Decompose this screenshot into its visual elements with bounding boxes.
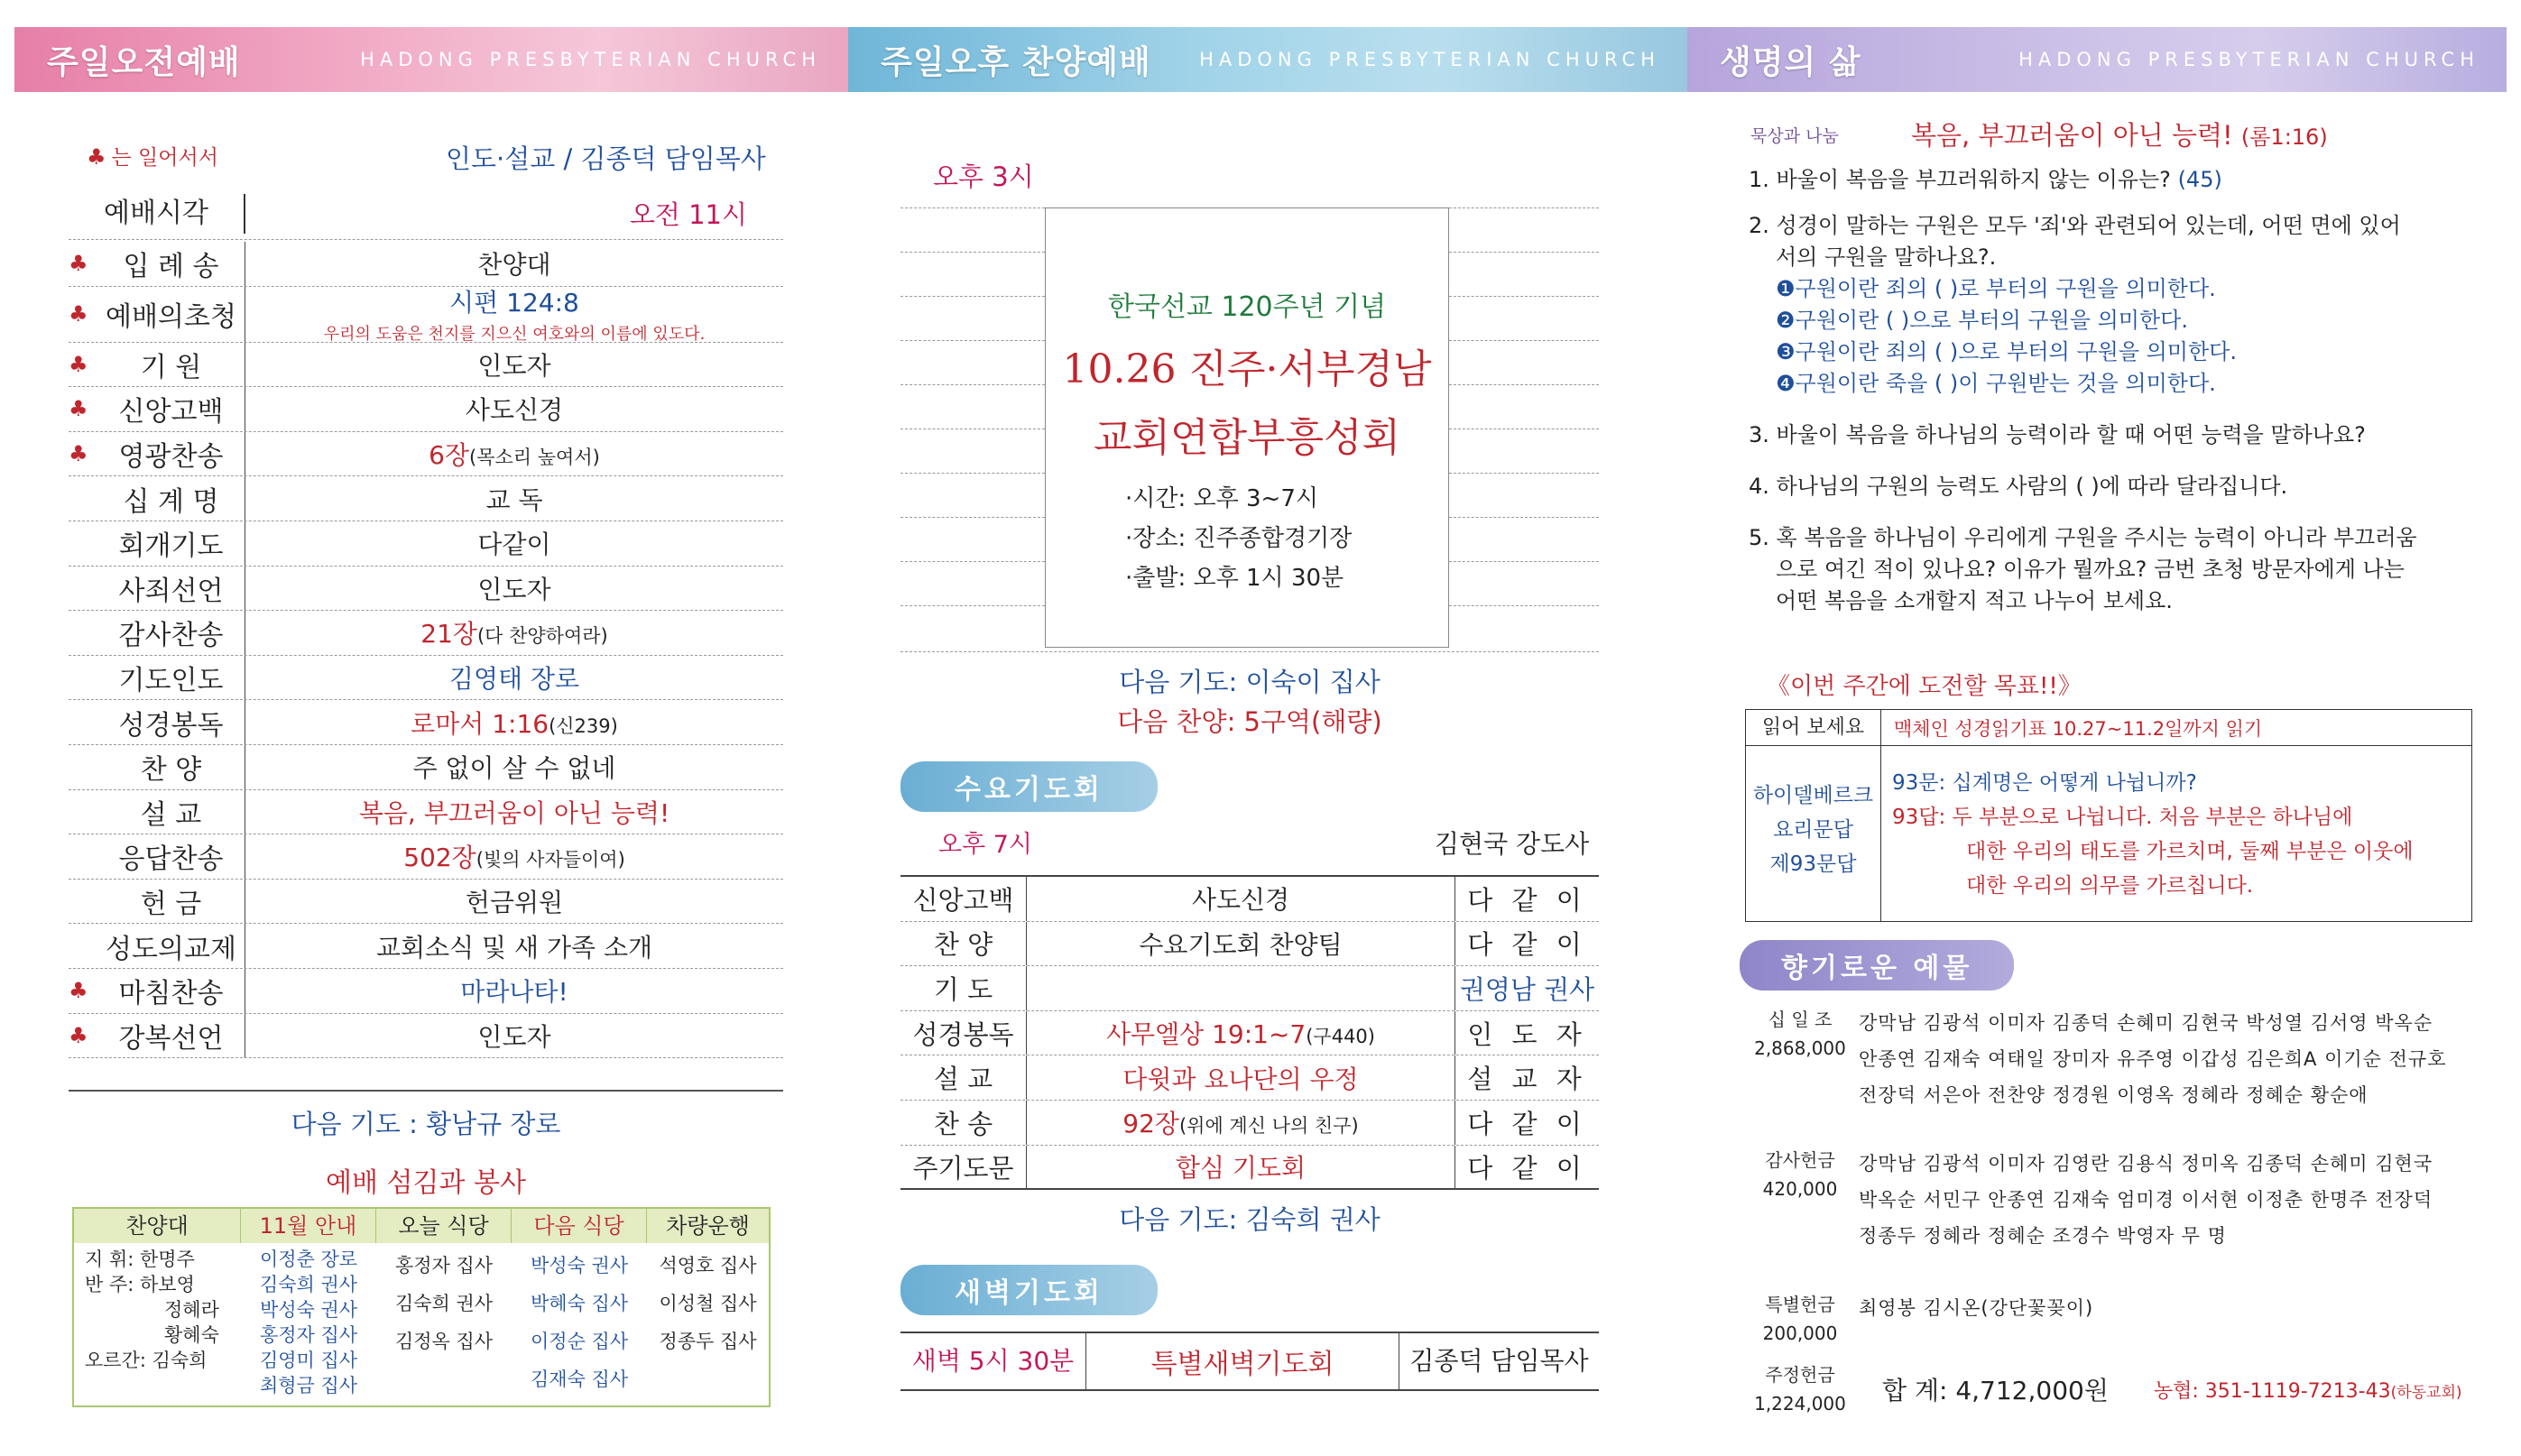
dashed-line <box>900 605 1045 606</box>
order-value-text: 21장 <box>420 619 477 650</box>
order-label-text: 십 계 명 <box>123 485 219 518</box>
club-icon: ♣ <box>69 396 88 422</box>
event-line3: 교회연합부흥성회 <box>1093 415 1401 461</box>
order-label <box>69 476 245 521</box>
order-label <box>69 790 245 834</box>
order-value-text: 다같이 <box>477 530 551 560</box>
dashed-line <box>1449 384 1599 385</box>
wednesday-right: 설 교 자 <box>1454 1055 1599 1100</box>
order-label-text: 헌 금 <box>140 889 202 921</box>
order-row <box>69 1014 783 1059</box>
order-label <box>69 924 245 968</box>
afternoon-next-prayer: 다음 기도: 이숙이 집사 <box>1119 667 1381 697</box>
wednesday-value <box>1027 1060 1454 1096</box>
dashed-line <box>1449 207 1599 208</box>
order-value-note: (신239) <box>549 714 618 737</box>
service-name: 지 휘: 한명주 <box>85 1249 195 1270</box>
wednesday-value-text: 수요기도회 찬양팀 <box>1139 929 1343 960</box>
order-value-text: 찬양대 <box>477 250 551 281</box>
afternoon-time: 오후 3시 <box>933 161 1034 192</box>
wednesday-label: 주기도문 <box>900 1146 1027 1189</box>
order-row <box>69 343 783 388</box>
club-icon: ♣ <box>69 1022 88 1048</box>
order-value-text: 복음, 부끄러움이 아닌 능력! <box>358 797 670 828</box>
offering-label <box>1741 1005 1859 1113</box>
order-row <box>69 242 783 287</box>
offering-pill: 향기로운 예물 <box>1740 940 2014 991</box>
weekly-amount: 1,224,000 <box>1754 1393 1846 1415</box>
dawn-pill: 새벽기도회 <box>900 1265 1158 1315</box>
order-value <box>245 525 783 561</box>
order-row <box>69 656 783 701</box>
offering-row <box>1741 1290 2481 1348</box>
order-label-text: 성도의교제 <box>106 933 236 965</box>
order-value <box>245 570 783 606</box>
offering-names <box>1859 1005 2481 1113</box>
wednesday-right: 권영남 권사 <box>1454 966 1599 1010</box>
order-value <box>245 391 783 427</box>
service-name: 오르간: 김숙희 <box>85 1350 208 1371</box>
dashed-line <box>900 340 1045 341</box>
wednesday-row <box>900 966 1599 1011</box>
wednesday-row <box>900 922 1599 967</box>
wednesday-leader: 김현국 강도사 <box>1435 829 1590 859</box>
dashed-line <box>900 252 1045 253</box>
club-icon: ♣ <box>69 978 88 1004</box>
club-icon: ♣ <box>69 441 88 467</box>
order-row <box>69 924 783 969</box>
order-label <box>69 567 245 611</box>
header-morning <box>14 27 848 92</box>
order-label-text: 응답찬송 <box>118 843 224 876</box>
dashed-line <box>1449 605 1599 606</box>
wednesday-value <box>1027 1104 1454 1140</box>
order-value-note: (목소리 높여서) <box>469 447 600 469</box>
afternoon-next-praise: 다음 찬양: 5구역(해량) <box>1117 706 1382 737</box>
wednesday-value-note: (위에 계신 나의 친구) <box>1178 1115 1359 1138</box>
wednesday-row <box>900 1011 1599 1056</box>
service-name: 홍정자 집사 <box>394 1255 494 1276</box>
event-place: ·장소: 진주종합경기장 <box>1125 525 1353 552</box>
service-name: 이정춘 장로 <box>259 1249 358 1270</box>
read-label: 읽어 보세요 <box>1746 710 1881 745</box>
time-row <box>69 188 783 240</box>
order-label-text: 찬 양 <box>140 754 202 787</box>
order-value-text: 시편 124:8 <box>449 288 579 318</box>
service-name: 김재숙 집사 <box>530 1368 629 1390</box>
dashed-line <box>900 207 1045 208</box>
dashed-line <box>900 473 1045 474</box>
order-value <box>245 794 783 830</box>
order-label-text: 설 교 <box>140 798 202 831</box>
order-value <box>245 928 783 964</box>
event-depart: ·출발: 오후 1시 30분 <box>1125 565 1344 592</box>
wednesday-right: 다 같 이 <box>1454 877 1599 921</box>
service-name: 박혜숙 집사 <box>530 1293 629 1314</box>
offering-name-line: 박옥순 서민구 안종연 김재숙 엄미경 이서현 이정춘 한명주 전장덕 <box>1859 1189 2433 1211</box>
order-value-text: 김영태 장로 <box>448 664 580 695</box>
order-label <box>69 287 245 342</box>
order-row <box>69 880 783 925</box>
wednesday-value <box>1027 926 1454 962</box>
wednesday-value-text: 다윗과 요나단의 우정 <box>1122 1064 1359 1094</box>
event-line1: 한국선교 120주년 기념 <box>1107 291 1387 323</box>
service-name: 김영미 집사 <box>259 1350 358 1371</box>
worship-order <box>69 242 783 1058</box>
order-label <box>69 745 245 789</box>
order-value <box>245 346 783 382</box>
order-label-text: 입 례 송 <box>123 251 219 283</box>
order-row <box>69 567 783 612</box>
account: 농협: 351-1119-7213-43(하동교회) <box>2153 1379 2462 1403</box>
offering-label-text: 감사헌금 <box>1765 1149 1835 1171</box>
order-value <box>245 283 783 345</box>
header-life <box>1687 27 2507 92</box>
service-name: 김숙희 권사 <box>259 1274 358 1295</box>
wednesday-value-text: 사도신경 <box>1191 885 1290 916</box>
service-name: 석영호 집사 <box>659 1255 757 1276</box>
wednesday-right: 다 같 이 <box>1454 922 1599 966</box>
wednesday-order <box>900 875 1599 1190</box>
offering-names <box>1859 1146 2481 1254</box>
header-title: 생명의 삶 <box>1720 43 1861 81</box>
weekly-label: 주정헌금 <box>1765 1364 1835 1386</box>
wednesday-row <box>900 1146 1599 1191</box>
wednesday-row <box>900 877 1599 922</box>
theme: 복음, 부끄러움이 아닌 능력! (롬1:16) <box>1911 120 2328 151</box>
time-value: 오전 11시 <box>629 199 747 230</box>
event-time: ·시간: 오후 3~7시 <box>1125 485 1319 512</box>
order-label-text: 회개기도 <box>118 530 224 563</box>
service-name: 이성철 집사 <box>659 1293 757 1314</box>
offering-amount: 2,868,000 <box>1754 1037 1846 1059</box>
order-label-text: 성경봉독 <box>118 709 224 742</box>
order-label <box>69 242 245 286</box>
order-label <box>69 432 245 476</box>
dawn-name: 특별새벽기도회 <box>1150 1349 1334 1380</box>
header-title: 주일오전예배 <box>47 43 241 81</box>
meditation-label: 묵상과 나눔 <box>1750 126 1839 146</box>
service-title: 예배 섬김과 봉사 <box>326 1167 526 1199</box>
order-value <box>245 436 783 472</box>
wednesday-label: 설 교 <box>900 1055 1027 1100</box>
wednesday-label: 성경봉독 <box>900 1011 1027 1055</box>
order-row <box>69 745 783 790</box>
header-church: HADONG PRESBYTERIAN CHURCH <box>1199 49 1660 70</box>
service-name: 황혜숙 <box>164 1324 219 1346</box>
order-value-text: 교 독 <box>485 484 543 515</box>
order-label-text: 영광찬송 <box>118 441 224 474</box>
order-value <box>245 972 783 1009</box>
order-label <box>69 656 245 700</box>
weekly-row <box>1741 1360 2481 1418</box>
header-church: HADONG PRESBYTERIAN CHURCH <box>360 49 821 70</box>
order-row <box>69 700 783 745</box>
stand-note: ♣ 는 일어서서 <box>87 144 218 170</box>
offering-names <box>1859 1290 2481 1348</box>
service-header: 11월 안내 <box>241 1209 376 1243</box>
offering-name-line: 정종두 정혜라 정혜순 조경수 박영자 무 명 <box>1859 1225 2227 1247</box>
order-label-text: 마침찬송 <box>118 978 224 1010</box>
offering-label <box>1741 1146 1859 1254</box>
order-value-text: 인도자 <box>477 350 551 381</box>
order-value <box>245 659 783 696</box>
morning-next-prayer: 다음 기도 : 황남규 장로 <box>291 1109 561 1139</box>
order-value <box>245 749 783 785</box>
order-value-note: (다 찬양하여라) <box>476 625 608 648</box>
questions: 1. 바울이 복음을 부끄러워하지 않는 이유는? (45) 2. 성경이 말하는 구원은 모두 '죄'와 관련되어 있는데, 어떤 면에 있어 서의 구원을 말하나요?. ❶구원이란 죄의 ( )로 부터의 구원을 의미한다. ❷구원이란 ( )으로 부터의 구원을 의미한다. ❸구원이란 죄의 ( )으로 부터의 구원을 의미한다. ❹구원이란 죽을 ( )이 구원받는 것을 의미한다. 3. 바울이 복음을 하나님의 능력이라 할 때 어떤 능력을 말하나요? 4. 하나님의 구원의 능력도 사람의 ( )에 따라 달라집니다. 5. 혹 복음을 하나님이 우리에게 구원을 주시는 능력이 아니라 부끄러움 으로 여긴 적이 있나요? 이유가 뭘까요? 금번 초청 방문자에게 나는 어떤 복음을 소개할지 적고 나누어 보세요. <box>1749 167 2417 613</box>
wednesday-value <box>1027 1015 1454 1051</box>
service-name: 김숙희 권사 <box>394 1293 494 1314</box>
wednesday-value-text: 합심 기도회 <box>1175 1153 1307 1184</box>
order-value-text: 헌금위원 <box>465 888 564 918</box>
event-line2: 10.26 진주·서부경남 <box>1062 346 1432 392</box>
order-label <box>69 387 245 431</box>
dashed-line <box>900 296 1045 297</box>
order-label-text: 기도인도 <box>118 665 224 697</box>
order-value-note: (빛의 사자들이여) <box>476 849 625 871</box>
wednesday-right: 인 도 자 <box>1454 1011 1599 1055</box>
order-row <box>69 476 783 521</box>
order-value <box>245 245 783 281</box>
order-label-text: 강복선언 <box>118 1022 224 1055</box>
order-label <box>69 700 245 744</box>
order-value-text: 인도자 <box>477 1021 551 1052</box>
order-label-text: 기 원 <box>140 351 202 383</box>
dawn-leader: 김종덕 담임목사 <box>1399 1333 1599 1389</box>
read-value: 맥체인 성경읽기표 10.27~11.2일까지 읽기 <box>1894 717 2263 740</box>
morning-leader: 인도·설교 / 김종덕 담임목사 <box>446 143 766 174</box>
offering-name-line: 안종연 김재숙 여태일 장미자 유주영 이갑성 김은희A 이기순 전규호 <box>1859 1048 2447 1070</box>
order-label-text: 감사찬송 <box>118 620 224 652</box>
offering-label-text: 십 일 조 <box>1768 1009 1833 1030</box>
service-name: 정혜라 <box>164 1299 219 1321</box>
service-name: 이정순 집사 <box>530 1331 629 1352</box>
order-label-text: 예배의초청 <box>106 301 236 334</box>
wednesday-row <box>900 1055 1599 1101</box>
order-row <box>69 969 783 1014</box>
order-label <box>69 880 245 924</box>
service-name: 최형금 집사 <box>259 1375 358 1396</box>
order-value-sub: 우리의 도움은 천지를 지으신 여호와의 이름에 있도다. <box>323 325 706 345</box>
order-row <box>69 287 783 343</box>
order-label <box>69 611 245 655</box>
service-name: 정종두 집사 <box>659 1331 757 1352</box>
service-name: 반 주: 하보영 <box>85 1274 195 1295</box>
service-table <box>72 1207 771 1407</box>
order-label <box>69 343 245 387</box>
header-afternoon <box>848 27 1687 92</box>
dashed-line <box>1449 517 1599 518</box>
service-header: 다음 식당 <box>512 1209 647 1243</box>
dashed-line <box>900 517 1045 518</box>
offerings <box>1741 1005 2481 1384</box>
dashed-line <box>1449 340 1599 341</box>
wednesday-value-text: 사무엘상 19:1~7 <box>1105 1019 1307 1050</box>
order-value-text: 교회소식 및 새 가족 소개 <box>375 932 653 963</box>
club-icon: ♣ <box>69 251 88 277</box>
dashed-line <box>1449 252 1599 253</box>
service-name: 박성숙 권사 <box>530 1255 629 1276</box>
service-name: 박성숙 권사 <box>259 1299 358 1321</box>
wednesday-label: 찬 송 <box>900 1101 1027 1145</box>
order-label <box>69 1014 245 1058</box>
wednesday-pill: 수요기도회 <box>900 761 1158 812</box>
order-value-text: 사도신경 <box>465 395 564 426</box>
order-row <box>69 790 783 835</box>
challenge-table: 읽어 보세요 맥체인 성경읽기표 10.27~11.2일까지 읽기 하이델베르크 요리문답 제93문답 93문: 십계명은 어떻게 나뉩니까? 93답: 두 부분으로 나뉩니다. 처음 부분은 하나님에 대한 우리의 태도를 가르치며, 둘째 부분은 이웃에 대한 우리의 의무를 가르칩니다. <box>1745 709 2472 922</box>
club-icon: ♣ <box>69 351 88 377</box>
order-value-text: 로마서 1:16 <box>411 708 549 739</box>
wednesday-next-prayer: 다음 기도: 김숙희 권사 <box>1119 1204 1381 1235</box>
order-row <box>69 834 783 880</box>
order-value-text: 주 없이 살 수 없네 <box>412 753 616 784</box>
offering-row <box>1741 1146 2481 1254</box>
time-label: 예배시각 <box>69 194 245 234</box>
service-name: 홍정자 집사 <box>259 1324 358 1346</box>
dashed-line <box>900 561 1045 562</box>
order-value-text: 6장 <box>429 440 470 471</box>
order-label-text: 신앙고백 <box>118 396 224 429</box>
header-title: 주일오후 찬양예배 <box>881 43 1151 81</box>
offering-name-line: 강막남 김광석 이미자 김종덕 손혜미 김현국 박성열 김서영 박옥순 <box>1859 1012 2433 1034</box>
dashed-line <box>1449 296 1599 297</box>
offering-name-line: 전장덕 서은아 전찬양 정경원 이영옥 정혜라 정혜순 황순애 <box>1859 1084 2369 1106</box>
order-label <box>69 521 245 566</box>
event-box <box>1045 207 1449 648</box>
wednesday-right: 다 같 이 <box>1454 1146 1599 1189</box>
challenge: 《이번 주간에 도전할 목표!!》 <box>1767 673 2082 700</box>
order-row <box>69 432 783 477</box>
order-value <box>245 1018 783 1054</box>
offering-amount: 200,000 <box>1762 1322 1838 1344</box>
wednesday-value-note: (구440) <box>1306 1026 1375 1048</box>
dawn-row <box>900 1332 1599 1391</box>
service-header: 찬양대 <box>74 1209 241 1243</box>
wednesday-label: 찬 양 <box>900 922 1027 966</box>
order-label <box>69 834 245 879</box>
wednesday-right: 다 같 이 <box>1454 1101 1599 1145</box>
wednesday-time: 오후 7시 <box>938 831 1033 859</box>
wednesday-row <box>900 1101 1599 1146</box>
offering-name-line: 최영봉 김시온(강단꽃꽂이) <box>1859 1297 2094 1319</box>
order-value-text: 502장 <box>403 843 476 873</box>
order-label-text: 사죄선언 <box>118 575 224 607</box>
order-value <box>245 838 783 874</box>
order-value-text: 인도자 <box>477 574 551 604</box>
club-icon: ♣ <box>87 144 106 170</box>
service-name: 김정옥 집사 <box>394 1331 494 1352</box>
order-value <box>245 883 783 919</box>
offering-amount: 420,000 <box>1762 1178 1838 1200</box>
offering-label <box>1741 1290 1859 1348</box>
order-value <box>245 614 783 650</box>
wednesday-value <box>1027 1148 1454 1184</box>
service-header: 오늘 식당 <box>376 1209 512 1243</box>
order-value <box>245 705 783 741</box>
wednesday-label: 기 도 <box>900 966 1027 1010</box>
offering-name-line: 강막남 김광석 이미자 김영란 김용식 정미옥 김종덕 손혜미 김현국 <box>1859 1153 2433 1175</box>
order-row <box>69 611 783 656</box>
dashed-line <box>900 384 1045 385</box>
header-church: HADONG PRESBYTERIAN CHURCH <box>2018 49 2479 70</box>
dashed-line <box>1449 561 1599 562</box>
offering-row <box>1741 1005 2481 1113</box>
service-header: 차량운행 <box>666 1213 750 1239</box>
club-icon: ♣ <box>69 301 88 327</box>
order-row <box>69 521 783 567</box>
order-value <box>245 481 783 517</box>
wednesday-label: 신앙고백 <box>900 877 1027 921</box>
order-label <box>69 969 245 1013</box>
dashed-line <box>1449 473 1599 474</box>
wednesday-value <box>1027 880 1454 917</box>
dawn-time: 새벽 5시 30분 <box>900 1333 1086 1389</box>
wednesday-value-text: 92장 <box>1122 1109 1179 1139</box>
order-value-text: 마라나타! <box>460 977 568 1008</box>
order-row <box>69 387 783 432</box>
total: 합 계: 4,712,000원 <box>1882 1376 2109 1405</box>
offering-label-text: 특별헌금 <box>1765 1294 1835 1315</box>
